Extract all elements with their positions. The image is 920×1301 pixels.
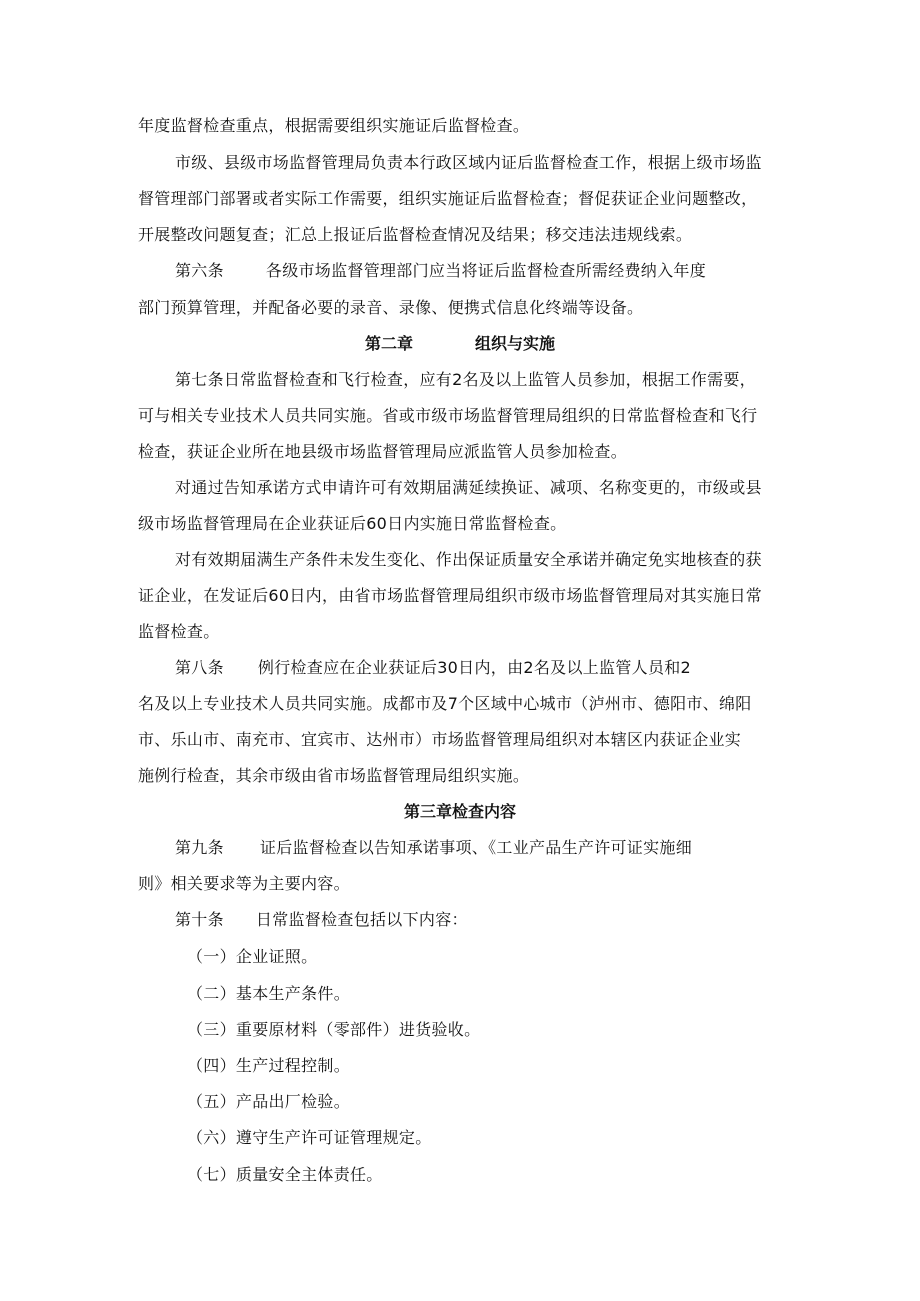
paragraph-line: 年度监督检查重点，根据需要组织实施证后监督检查。 <box>138 116 530 135</box>
article-6-line <box>175 261 706 281</box>
article-9-line <box>175 838 692 858</box>
paragraph-line: 则》相关要求等为主要内容。 <box>138 874 350 893</box>
paragraph-line: 名及以上专业技术人员共同实施。成都市及7个区域中心城市（泸州市、德阳市、绵阳 <box>138 694 752 713</box>
chapter-2-heading <box>0 334 920 354</box>
paragraph-line: 可与相关专业技术人员共同实施。省或市级市场监督管理局组织的日常监督检查和飞行 <box>138 406 758 425</box>
chapter-3-heading: 第三章检查内容 <box>403 802 516 821</box>
paragraph-line: 检查，获证企业所在地县级市场监督管理局应派监管人员参加检查。 <box>138 442 628 461</box>
article-8-line <box>175 658 691 678</box>
paragraph-line: 部门预算管理，并配备必要的录音、录像、便携式信息化终端等设备。 <box>138 298 644 317</box>
paragraph-line: 施例行检查，其余市级由省市场监督管理局组织实施。 <box>138 766 530 785</box>
article-number: 第六条 <box>175 261 224 280</box>
paragraph-line: 第七条日常监督检查和飞行检查，应有2名及以上监管人员参加，根据工作需要， <box>175 370 756 389</box>
paragraph-line: 证企业，在发证后60日内，由省市场监督管理局组织市级市场监督管理局对其实施日常 <box>138 586 763 605</box>
paragraph-line: 对通过告知承诺方式申请许可有效期届满延续换证、减项、名称变更的，市级或县 <box>175 478 762 497</box>
paragraph-line: 对有效期届满生产条件未发生变化、作出保证质量安全承诺并确定免实地核查的获 <box>175 550 762 569</box>
list-item: （一）企业证照。 <box>187 947 318 966</box>
article-text: 证后监督检查以告知承诺事项、《工业产品生产许可证实施细 <box>259 838 693 857</box>
list-item: （五）产品出厂检验。 <box>187 1092 351 1111</box>
paragraph-line: 级市场监督管理局在企业获证后60日内实施日常监督检查。 <box>138 514 567 533</box>
chapter-number: 第二章 <box>364 334 413 353</box>
article-number: 第九条 <box>175 838 224 857</box>
article-text: 例行检查应在企业获证后30日内，由2名及以上监管人员和2 <box>257 658 692 677</box>
article-number: 第十条 <box>175 910 224 929</box>
article-10-line <box>175 910 468 930</box>
paragraph-line: 督管理部门部署或者实际工作需要，组织实施证后监督检查；督促获证企业问题整改， <box>138 189 758 208</box>
paragraph-line: 市级、县级市场监督管理局负责本行政区域内证后监督检查工作，根据上级市场监 <box>175 153 762 172</box>
paragraph-line: 监督检查。 <box>138 622 220 641</box>
list-item: （七）质量安全主体责任。 <box>187 1165 383 1184</box>
list-item: （二）基本生产条件。 <box>187 984 351 1003</box>
list-item: （四）生产过程控制。 <box>187 1056 351 1075</box>
article-text: 日常监督检查包括以下内容： <box>255 910 468 929</box>
paragraph-line: 市、乐山市、南充市、宜宾市、达州市）市场监督管理局组织对本辖区内获证企业实 <box>138 730 742 749</box>
article-text: 各级市场监督管理部门应当将证后监督检查所需经费纳入年度 <box>265 261 707 280</box>
article-number: 第八条 <box>175 658 224 677</box>
list-item: （三）重要原材料（零部件）进货验收。 <box>187 1020 481 1039</box>
chapter-title: 组织与实施 <box>475 334 556 353</box>
list-item: （六）遵守生产许可证管理规定。 <box>187 1128 432 1147</box>
paragraph-line: 开展整改问题复查；汇总上报证后监督检查情况及结果；移交违法违规线索。 <box>138 225 693 244</box>
